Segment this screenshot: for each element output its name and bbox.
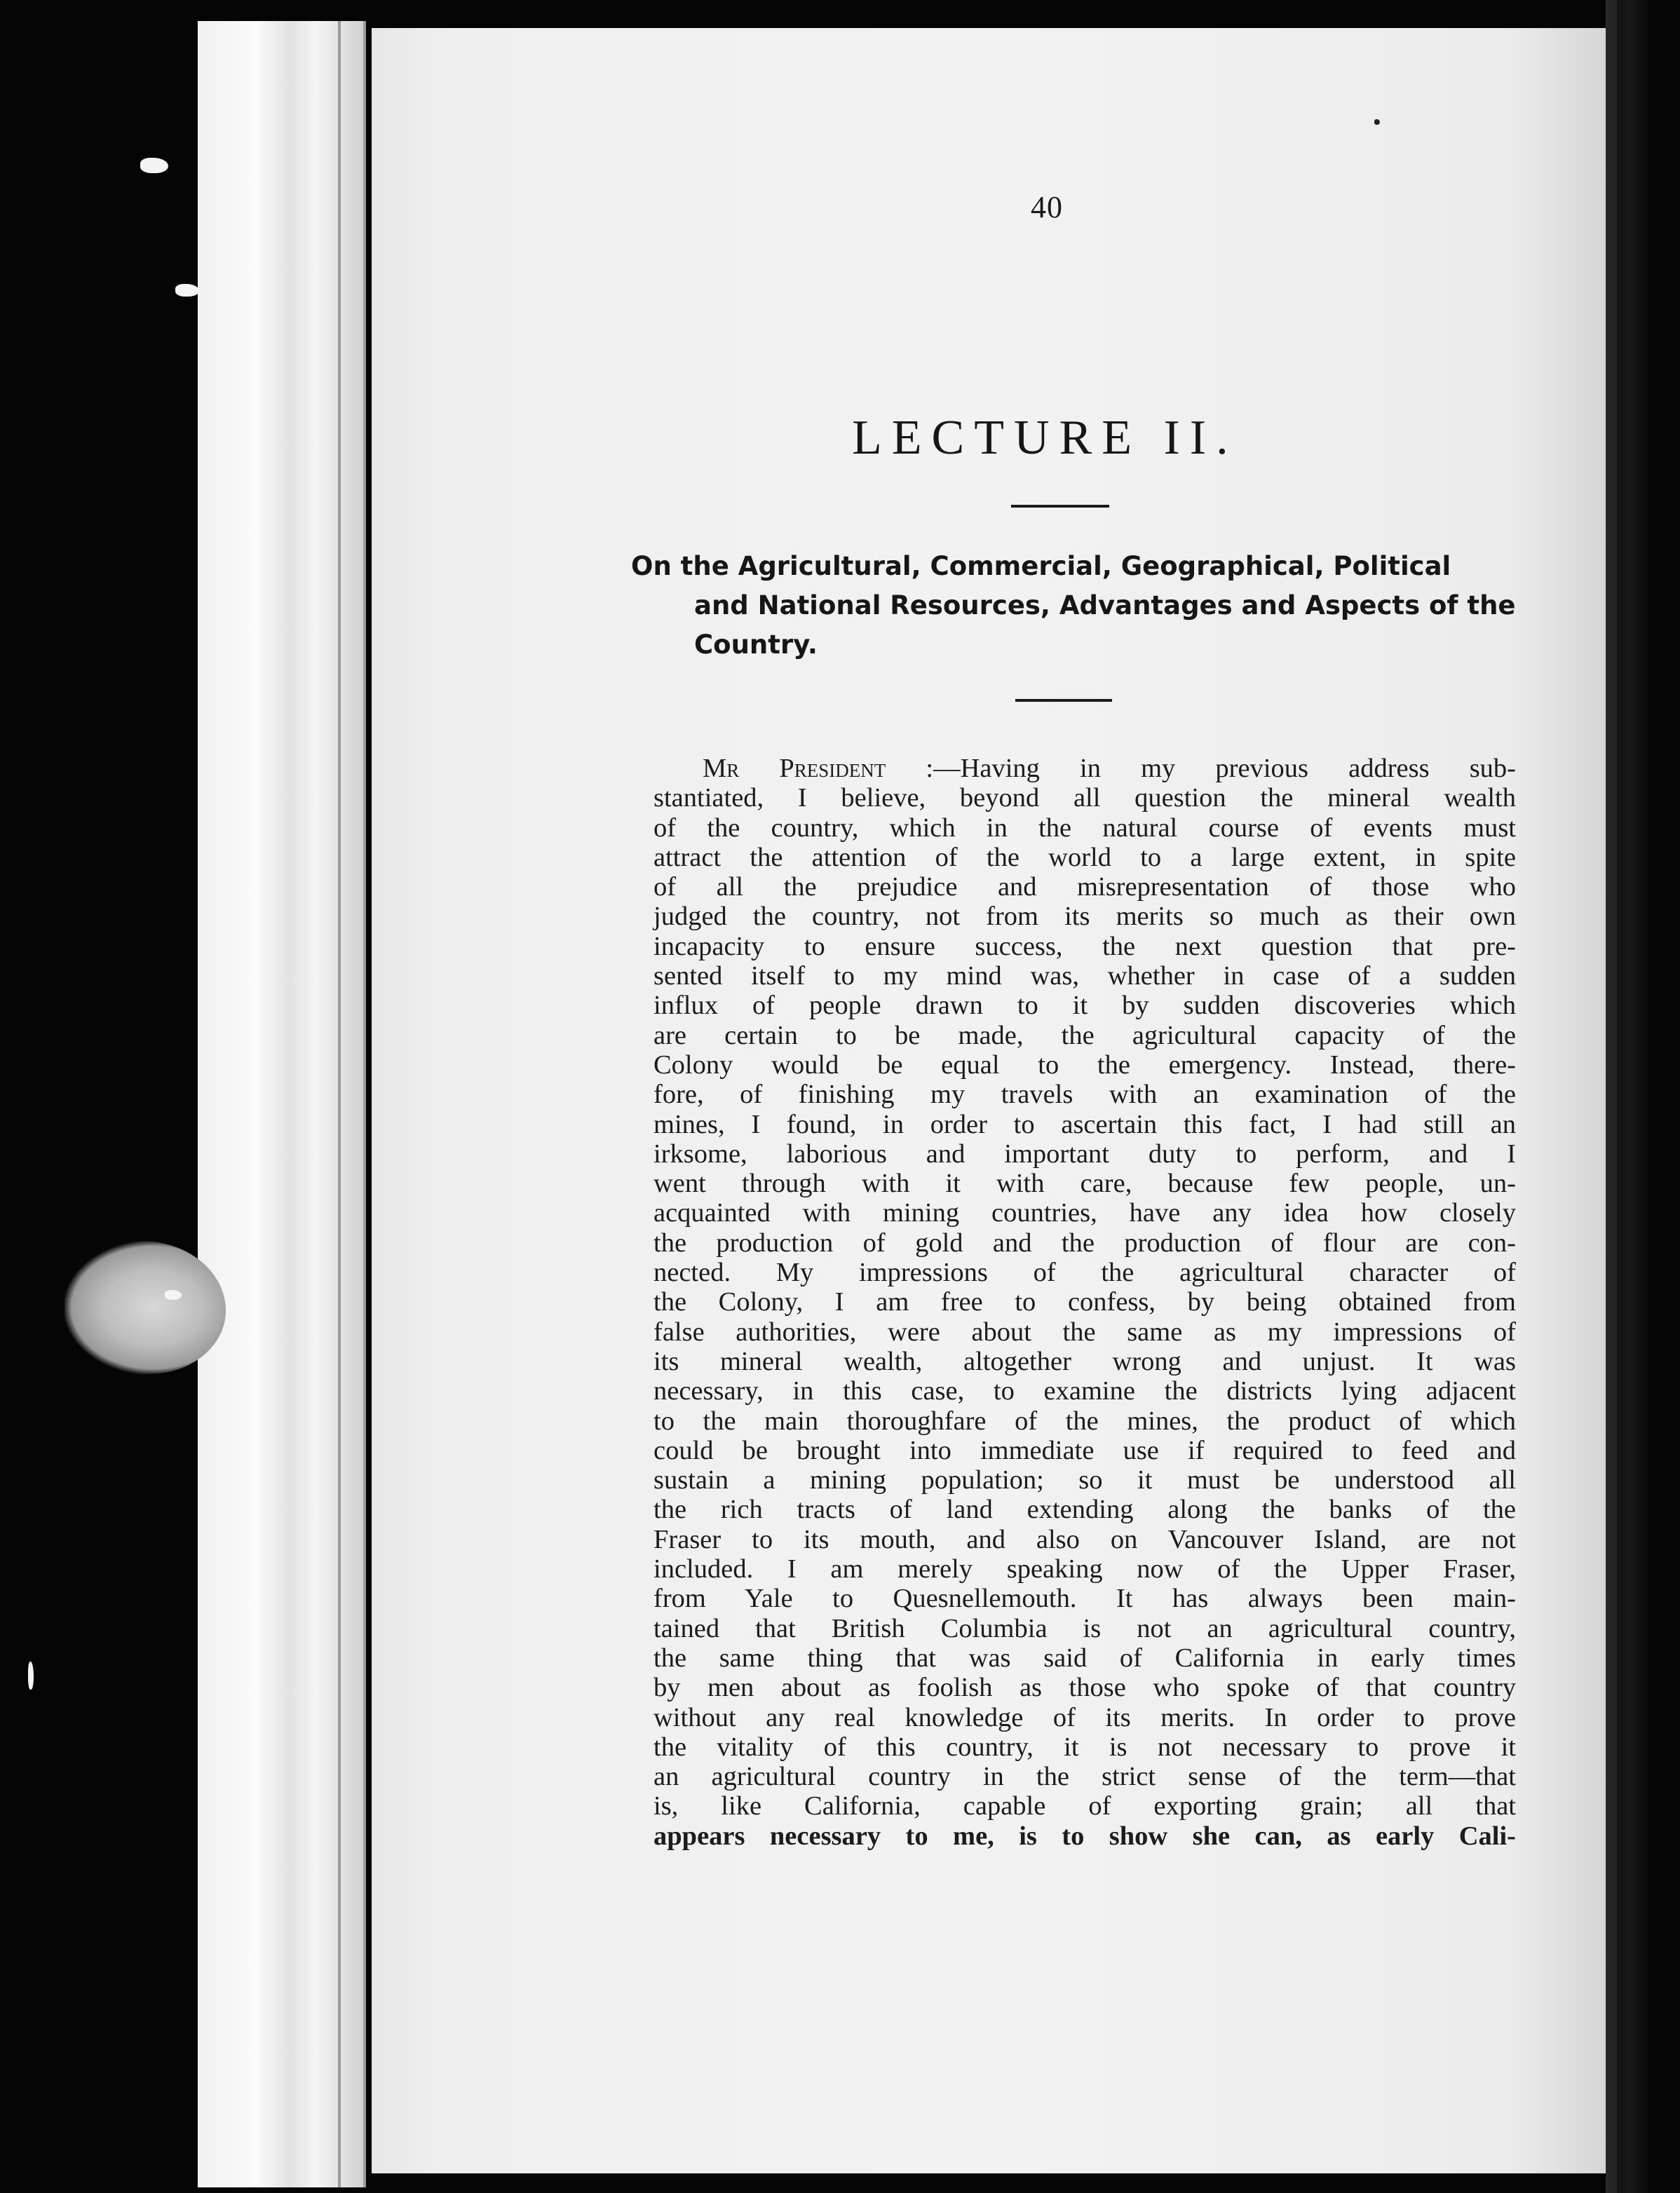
body-line: fore, of finishing my travels with an examination of the <box>653 1080 1516 1110</box>
lecture-subtitle <box>631 547 1516 665</box>
body-line: to the main thoroughfare of the mines, the product of which <box>653 1406 1516 1436</box>
body-line: judged the country, not from its merits so much as their own <box>653 902 1516 932</box>
edge-line <box>363 21 366 2187</box>
title-divider <box>1011 505 1109 508</box>
edge-line <box>338 21 341 2187</box>
body-line: sustain a mining population; so it must be understood all <box>653 1465 1516 1495</box>
body-line: incapacity to ensure success, the next question that pre- <box>653 931 1516 961</box>
body-text <box>653 754 1516 1851</box>
body-line: the production of gold and the production of flour are con- <box>653 1228 1516 1258</box>
dust-speck <box>1374 119 1380 125</box>
body-line: is, like California, capable of exporting grain; all that <box>653 1791 1516 1821</box>
body-line: the same thing that was said of California in early times <box>653 1643 1516 1673</box>
book-fore-edge <box>198 21 366 2187</box>
body-line: irksome, laborious and important duty to perform, and I <box>653 1139 1516 1169</box>
body-line: acquainted with mining countries, have any idea how closely <box>653 1198 1516 1228</box>
subtitle-divider <box>1015 699 1112 702</box>
salutation: Mr President <box>703 754 886 783</box>
body-line: are certain to be made, the agricultural capacity of the <box>653 1020 1516 1050</box>
first-line-rest: :—Having in my previous address sub- <box>926 754 1516 783</box>
body-line: Fraser to its mouth, and also on Vancouver Island, are not <box>653 1524 1516 1554</box>
body-line: the vitality of this country, it is not necessary to prove it <box>653 1732 1516 1762</box>
body-line: could be brought into immediate use if required to feed and <box>653 1435 1516 1465</box>
binding-edge <box>1617 0 1627 2193</box>
dust-speck <box>28 1662 34 1690</box>
subtitle-line: On the Agricultural, Commercial, Geographical, Political <box>631 551 1451 581</box>
body-line: went through with it with care, because few people, un- <box>653 1169 1516 1199</box>
lecture-title: LECTURE II. <box>852 411 1238 465</box>
body-line: without any real knowledge of its merits. In order to prove <box>653 1702 1516 1732</box>
body-line: included. I am merely speaking now of the Upper Fraser, <box>653 1554 1516 1584</box>
body-line: an agricultural country in the strict sense of the term—that <box>653 1762 1516 1792</box>
body-line: necessary, in this case, to examine the districts lying adjacent <box>653 1376 1516 1406</box>
body-line: attract the attention of the world to a large extent, in spite <box>653 842 1516 872</box>
body-line: its mineral wealth, altogether wrong and unjust. It was <box>653 1346 1516 1376</box>
body-line: the Colony, I am free to confess, by being obtained from <box>653 1287 1516 1317</box>
body-line: sented itself to my mind was, whether in case of a sudden <box>653 961 1516 991</box>
body-line: appears necessary to me, is to show she can, as early Cali- <box>653 1821 1516 1851</box>
spine-shadow <box>1606 0 1648 2193</box>
body-line: by men about as foolish as those who spoke of that country <box>653 1673 1516 1703</box>
body-line: of the country, which in the natural course of events must <box>653 813 1516 843</box>
body-line: tained that British Columbia is not an agricultural country, <box>653 1613 1516 1643</box>
page-number: 40 <box>1031 190 1063 224</box>
subtitle-line: Country. <box>694 630 818 660</box>
body-line: stantiated, I believe, beyond all question the mineral wealth <box>653 783 1516 813</box>
dust-speck <box>175 284 199 297</box>
body-line <box>653 754 1516 783</box>
body-line: Colony would be equal to the emergency. Instead, there- <box>653 1050 1516 1080</box>
dust-speck <box>140 158 168 173</box>
body-line: nected. My impressions of the agricultural character of <box>653 1258 1516 1288</box>
body-line: the rich tracts of land extending along the banks of the <box>653 1495 1516 1525</box>
body-line: mines, I found, in order to ascertain this fact, I had still an <box>653 1109 1516 1139</box>
subtitle-line: and National Resources, Advantages and Aspects of the <box>694 590 1516 620</box>
body-line: influx of people drawn to it by sudden discoveries which <box>653 991 1516 1021</box>
body-line: of all the prejudice and misrepresentation of those who <box>653 872 1516 902</box>
dust-speck <box>165 1290 182 1300</box>
body-line: from Yale to Quesnellemouth. It has always been main- <box>653 1584 1516 1614</box>
body-line: false authorities, were about the same as my impressions of <box>653 1317 1516 1347</box>
